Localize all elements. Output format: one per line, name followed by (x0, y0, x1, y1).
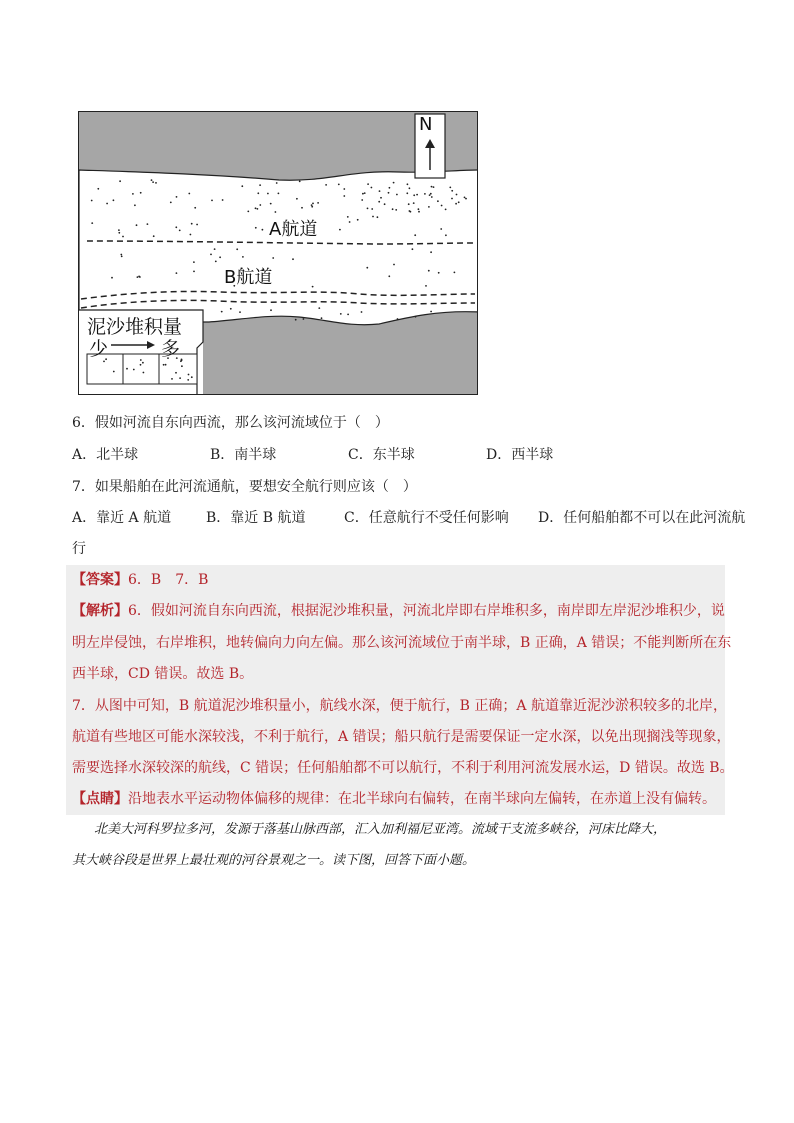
sediment-dot (413, 202, 415, 204)
legend-dot (181, 365, 183, 367)
question-7-option-d-wrap: 行 (72, 541, 86, 557)
sediment-dot (221, 311, 223, 313)
sediment-dot (118, 232, 120, 234)
sediment-dot (465, 198, 467, 200)
legend-dot (140, 359, 142, 361)
sediment-dot (91, 222, 93, 224)
sediment-dot (120, 254, 122, 256)
sediment-dot (267, 193, 269, 195)
sediment-dot (347, 314, 349, 316)
sediment-dot (371, 187, 373, 189)
sediment-dot (416, 194, 418, 196)
note-line (72, 789, 716, 809)
sediment-dot (393, 264, 395, 266)
sediment-dot (236, 248, 238, 250)
sediment-dot (388, 192, 390, 194)
sediment-dot (312, 286, 314, 288)
sediment-dot (241, 185, 243, 187)
sediment-dot (456, 194, 458, 196)
sediment-dot (408, 203, 410, 205)
sediment-dot (454, 272, 456, 274)
sediment-dot (196, 224, 198, 226)
sediment-dot (311, 204, 313, 206)
q7-option-a[interactable]: A．靠近 A 航道 (72, 510, 172, 526)
sediment-dot (295, 319, 297, 321)
sediment-dot (270, 309, 272, 311)
sediment-dot (433, 186, 435, 188)
q7-option-d[interactable]: D．任何船舶都不可以在此河流航 (538, 510, 746, 526)
sediment-dot (194, 207, 196, 209)
sediment-dot (388, 275, 390, 277)
legend-dot (126, 368, 128, 370)
sediment-dot (132, 193, 134, 195)
sediment-dot (193, 261, 195, 263)
analysis-line-4: 7．从图中可知，B 航道泥沙堆积量小，航线水深，便于航行，B 正确；A 航道靠近泥沙淤积较多的北岸， (72, 698, 727, 714)
legend-dot (179, 377, 181, 379)
sediment-dot (445, 234, 447, 236)
sediment-dot (170, 202, 172, 204)
sediment-dot (343, 195, 345, 197)
sediment-dot (361, 311, 363, 313)
sediment-dot (219, 256, 221, 258)
note-text: 沿地表水平运动物体偏移的规律：在北半球向右偏转，在南半球向左偏转，在赤道上没有偏转。 (128, 791, 716, 807)
sediment-dot (389, 187, 391, 189)
sediment-dot (257, 192, 259, 194)
sediment-dot (371, 208, 373, 210)
river-channel-figure (78, 111, 478, 395)
sediment-dot (259, 184, 261, 186)
legend-low-label: 少 (89, 338, 109, 360)
channel-a-label: A航道 (269, 219, 318, 240)
sediment-dot (215, 261, 217, 263)
sediment-dot (136, 224, 138, 226)
sediment-dot (134, 204, 136, 206)
sediment-dot (276, 182, 278, 184)
sediment-dot (425, 285, 427, 287)
sediment-dot (272, 257, 274, 259)
sediment-dot (340, 313, 342, 315)
sediment-dot (430, 251, 432, 253)
analysis-line-3: 西半球，CD 错误。故选 B。 (72, 666, 254, 682)
sediment-dot (361, 199, 363, 201)
sediment-dot (214, 248, 216, 250)
q6-option-a[interactable]: A．北半球 (72, 447, 139, 463)
sediment-dot (412, 248, 414, 250)
sediment-dot (111, 277, 113, 279)
sediment-dot (414, 234, 416, 236)
legend-dot (163, 364, 165, 366)
sediment-dot (147, 223, 149, 225)
sediment-dot (407, 183, 409, 185)
legend-dot (180, 360, 182, 362)
answer-line (72, 570, 208, 590)
sediment-dot (176, 272, 178, 274)
q6-option-c[interactable]: C．东半球 (348, 447, 415, 463)
sediment-dot (242, 256, 244, 258)
sediment-dot (247, 211, 249, 213)
sediment-dot (378, 201, 380, 203)
sediment-dot (441, 205, 443, 207)
sediment-dot (278, 193, 280, 195)
sediment-dot (121, 256, 123, 258)
river-channel-diagram (79, 112, 478, 395)
sediment-dot (296, 198, 298, 200)
sediment-dot (379, 190, 381, 192)
sediment-dot (119, 180, 121, 182)
sediment-dot (451, 190, 453, 192)
sediment-dot (301, 207, 303, 209)
sediment-dot (458, 201, 460, 203)
analysis-line-1 (72, 601, 725, 621)
sediment-dot (339, 229, 341, 231)
sediment-dot (151, 179, 153, 181)
sediment-dot (230, 308, 232, 310)
sediment-dot (366, 267, 368, 269)
sediment-dot (155, 182, 157, 184)
sediment-dot (415, 316, 417, 318)
sediment-dot (367, 208, 369, 210)
sediment-dot (384, 203, 386, 205)
sediment-dot (437, 200, 439, 202)
sediment-dot (418, 208, 420, 210)
sediment-dot (410, 211, 412, 213)
sediment-dot (259, 204, 261, 206)
sediment-dot (91, 200, 93, 202)
sediment-dot (372, 216, 374, 218)
legend-title: 泥沙堆积量 (87, 316, 183, 338)
sediment-dot (449, 187, 451, 189)
sediment-dot (270, 203, 272, 205)
sediment-dot (257, 208, 259, 210)
sediment-dot (430, 311, 432, 313)
sediment-dot (137, 276, 139, 278)
sediment-dot (292, 258, 294, 260)
sediment-dot (299, 181, 301, 183)
analysis-tag: 【解析】 (72, 603, 128, 619)
legend-dot (187, 379, 189, 381)
sediment-dot (367, 183, 369, 185)
question-7-stem: 7．如果船舶在此河流通航，要想安全航行则应该（ ） (72, 479, 417, 495)
sediment-dot (188, 193, 190, 195)
sediment-dot (428, 270, 430, 272)
legend-dot (133, 369, 135, 371)
sediment-dot (347, 216, 349, 218)
sediment-dot (349, 221, 351, 223)
question-6-stem: 6．假如河流自东向西流，那么该河流域位于（ ） (72, 415, 389, 431)
legend-dot (140, 364, 142, 366)
sediment-dot (451, 198, 453, 200)
sediment-dot (393, 182, 395, 184)
sediment-dot (303, 318, 305, 320)
sediment-dot (176, 196, 178, 198)
sediment-dot (428, 206, 430, 208)
sediment-dot (338, 184, 340, 186)
sediment-dot (190, 234, 192, 236)
legend-dot (171, 378, 173, 380)
sediment-dot (262, 229, 264, 231)
sediment-dot (406, 192, 408, 194)
analysis-line-2: 明左岸侵蚀，右岸堆积，地转偏向力向左偏。那么该河流域位于南半球，B 正确，A 错误；不能判断所在东 (72, 635, 732, 651)
sediment-dot (122, 236, 124, 238)
sediment-dot (179, 230, 181, 232)
intro-line-1: 北美大河科罗拉多河，发源于落基山脉西部，汇入加利福尼亚湾。流域干支流多峡谷，河床比降大， (94, 822, 667, 837)
sediment-dot (364, 192, 366, 194)
sediment-dot (321, 317, 323, 319)
sediment-dot (312, 203, 314, 205)
sediment-dot (440, 228, 442, 230)
sediment-dot (464, 197, 466, 199)
q7-option-b[interactable]: B．靠近 B 航道 (206, 510, 306, 526)
sediment-dot (429, 194, 431, 196)
sediment-dot (362, 193, 364, 195)
sediment-dot (413, 194, 415, 196)
sediment-dot (211, 200, 213, 202)
legend-dot (175, 372, 177, 374)
sediment-dot (311, 206, 313, 208)
answer-tag: 【答案】 (72, 572, 128, 588)
legend-dot (142, 362, 144, 364)
sediment-dot (380, 197, 382, 199)
sediment-dot (377, 216, 379, 218)
sediment-dot (255, 227, 257, 229)
sediment-dot (239, 311, 241, 313)
sediment-dot (275, 211, 277, 213)
sediment-dot (140, 192, 142, 194)
sediment-dot (445, 209, 447, 211)
sediment-dot (153, 235, 155, 237)
sediment-dot (395, 209, 397, 211)
sediment-dot (318, 307, 320, 309)
sediment-dot (431, 196, 433, 198)
sediment-dot (392, 208, 394, 210)
q6-option-b[interactable]: B．南半球 (210, 447, 277, 463)
sediment-dot (317, 202, 319, 204)
sediment-dot (431, 186, 433, 188)
legend-dot (181, 359, 183, 361)
sediment-dot (222, 199, 224, 201)
sediment-dot (255, 207, 257, 209)
q7-option-c[interactable]: C．任意航行不受任何影响 (344, 510, 509, 526)
analysis-line-6: 需要选择水深较深的航线，C 错误；任何船舶都不可以航行，不利于利用河流发展水运，D 错误。故选 B。 (72, 760, 734, 776)
sediment-dot (397, 318, 399, 320)
legend-dot (188, 374, 190, 376)
sediment-dot (118, 229, 120, 231)
sediment-dot (396, 194, 398, 196)
sediment-dot (175, 226, 177, 228)
analysis-line-5: 航道有些地区可能水深较浅，不利于航行，A 错误；船只航行是需要保证一定水深，以免出现搁浅等现象， (72, 729, 731, 745)
sediment-dot (210, 254, 212, 256)
legend-dot (191, 376, 193, 378)
sediment-dot (430, 193, 432, 195)
legend-dot (165, 364, 167, 366)
sediment-dot (113, 199, 115, 201)
analysis-text-1: 6．假如河流自东向西流，根据泥沙堆积量，河流北岸即右岸堆积多，南岸即左岸泥沙堆积少，说 (128, 603, 725, 619)
note-tag: 【点睛】 (72, 791, 128, 807)
sediment-dot (343, 188, 345, 190)
sediment-dot (409, 187, 411, 189)
sediment-dot (418, 211, 420, 213)
legend-high-label: 多 (161, 338, 181, 360)
q6-option-d[interactable]: D．西半球 (486, 447, 554, 463)
sediment-dot (424, 193, 426, 195)
channel-b-label: B航道 (224, 267, 273, 288)
sediment-dot (357, 219, 359, 221)
sediment-dot (97, 188, 99, 190)
sediment-dot (152, 181, 154, 183)
north-label: N (419, 114, 433, 135)
answer-text: 6．B 7．B (128, 572, 209, 588)
intro-line-2: 其大峡谷段是世界上最壮观的河谷景观之一。读下图，回答下面小题。 (72, 853, 476, 868)
sediment-dot (193, 271, 195, 273)
sediment-dot (325, 184, 327, 186)
sediment-dot (455, 203, 457, 205)
legend-dot (143, 372, 145, 374)
sediment-dot (106, 203, 108, 205)
sediment-dot (191, 223, 193, 225)
sediment-dot (138, 276, 140, 278)
legend-dot (113, 371, 115, 373)
sediment-dot (438, 272, 440, 274)
